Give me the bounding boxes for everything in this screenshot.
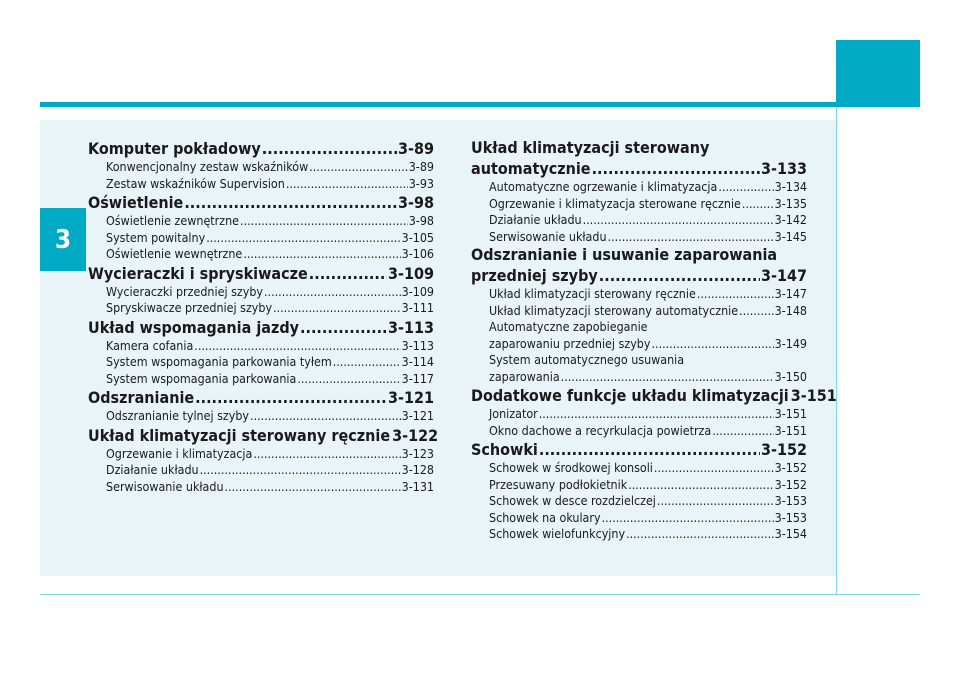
page-number: 3-114 [401, 354, 434, 369]
entry-title: przedniej szyby [471, 266, 598, 285]
page-number: 3-117 [401, 370, 434, 386]
toc-subentry[interactable] [88, 246, 434, 263]
dot-leader [309, 159, 408, 176]
entry-title: Komputer pokładowy [88, 139, 261, 158]
page-number: 3-105 [401, 229, 434, 245]
dot-leader [206, 230, 400, 247]
toc-subentry[interactable] [88, 300, 434, 317]
toc-section-entry[interactable] [88, 139, 434, 159]
toc-subentry[interactable] [88, 230, 434, 247]
entry-title: Automatyczne ogrzewanie i klimatyzacja [489, 179, 718, 194]
entry-title: zaparowaniu przedniej szyby [489, 335, 651, 351]
page-number: 3-93 [408, 175, 434, 191]
dot-leader [225, 479, 401, 496]
page-number: 3-133 [760, 159, 807, 178]
toc-section-entry[interactable] [471, 386, 837, 406]
entry-title: Wycieraczki przedniej szyby [106, 283, 264, 299]
toc-column-left [88, 138, 439, 495]
toc-subentry[interactable] [88, 354, 434, 371]
entry-title: Schowki [471, 440, 538, 459]
entry-title: zaparowania [489, 368, 560, 384]
page-number: 3-142 [774, 212, 807, 227]
corner-tab [836, 40, 920, 102]
dot-leader [194, 338, 400, 355]
entry-title: Schowek wielofunkcyjny [489, 526, 626, 541]
toc-subentry[interactable] [471, 526, 807, 543]
dot-leader [184, 193, 397, 213]
dot-leader [712, 423, 773, 440]
page-number: 3-145 [774, 228, 807, 244]
page-number: 3-89 [408, 159, 434, 174]
toc-section-entry[interactable] [471, 159, 807, 179]
entry-title: Przesuwany podłokietnik [489, 476, 628, 492]
page-number: 3-152 [774, 476, 807, 492]
dot-leader [286, 176, 408, 193]
entry-title: Oświetlenie wewnętrzne [106, 246, 243, 261]
entry-title: Ogrzewanie i klimatyzacja [106, 445, 253, 461]
entry-title: Działanie układu [106, 462, 199, 477]
entry-title: System powitalny [106, 229, 206, 245]
toc-subentry[interactable] [471, 352, 807, 369]
entry-title: Układ klimatyzacji sterowany [471, 138, 710, 157]
toc-section-entry[interactable] [88, 425, 439, 446]
page-number: 3-153 [774, 493, 807, 508]
footer-rule [40, 594, 920, 595]
page-number: 3-122 [392, 425, 439, 445]
entry-title: automatycznie [471, 159, 591, 178]
page-number: 3-128 [401, 462, 434, 477]
toc-subentry[interactable] [88, 338, 434, 355]
entry-title: Kamera cofania [106, 337, 194, 353]
toc-subentry[interactable] [88, 159, 434, 176]
entry-title: Automatyczne zapobieganie [489, 319, 648, 334]
entry-title: Schowek na okulary [489, 509, 601, 525]
dot-leader [243, 246, 400, 263]
toc-subentry[interactable] [471, 423, 807, 440]
chapter-tab: 3 [40, 208, 86, 271]
dot-leader [309, 264, 387, 284]
toc-section-entry[interactable] [88, 193, 434, 213]
dot-leader [561, 369, 774, 386]
toc-subentry[interactable] [471, 229, 807, 246]
toc-subentry[interactable] [471, 510, 807, 527]
toc-subentry[interactable] [88, 462, 434, 479]
entry-title: Układ klimatyzacji sterowany ręcznie [88, 425, 391, 445]
entry-title: Odszranianie i usuwanie zaparowania [471, 245, 778, 264]
entry-title: Schowek w desce rozdzielczej [489, 493, 656, 508]
entry-title: Układ klimatyzacji sterowany automatycznie [489, 302, 739, 318]
entry-title: Serwisowanie układu [489, 228, 607, 244]
entry-title: System wspomagania parkowania [106, 370, 297, 386]
page-number: 3-121 [387, 388, 434, 407]
dot-leader [602, 510, 774, 527]
dot-leader [539, 440, 760, 460]
toc-subentry[interactable] [471, 406, 807, 423]
page-number: 3-109 [387, 263, 434, 283]
entry-title: Ogrzewanie i klimatyzacja sterowane ręcznie [489, 195, 741, 211]
toc-subentry[interactable] [88, 446, 434, 463]
page-number: 3-151 [790, 386, 837, 405]
toc-subentry[interactable] [471, 477, 807, 494]
page-number: 3-109 [401, 283, 434, 299]
entry-title: System automatycznego usuwania [489, 352, 685, 367]
page-number: 3-89 [397, 139, 434, 158]
dot-leader [628, 477, 773, 494]
dot-leader [608, 229, 774, 246]
page-number: 3-147 [760, 266, 807, 285]
entry-title: Dodatkowe funkcje układu klimatyzacji [471, 386, 789, 405]
dot-leader [200, 462, 401, 479]
header-rule [40, 102, 920, 107]
page-number: 3-151 [774, 422, 807, 438]
dot-leader [333, 354, 401, 371]
page-number: 3-153 [774, 509, 807, 525]
dot-leader [697, 286, 774, 303]
page-number: 3-106 [401, 246, 434, 261]
page-number: 3-98 [408, 213, 434, 228]
entry-title: Konwencjonalny zestaw wskaźników [106, 159, 309, 174]
toc-subentry[interactable] [88, 408, 434, 425]
toc-subentry[interactable] [88, 371, 434, 388]
entry-title: Układ klimatyzacji sterowany ręcznie [489, 286, 696, 301]
page-number: 3-98 [397, 193, 434, 212]
entry-title: Oświetlenie [88, 193, 184, 212]
dot-leader [654, 460, 774, 477]
page-number: 3-150 [774, 368, 807, 384]
toc-subentry[interactable] [88, 284, 434, 301]
dot-leader [297, 371, 400, 388]
toc-subentry[interactable] [471, 196, 807, 213]
page-number: 3-152 [774, 460, 807, 475]
dot-leader [583, 212, 774, 229]
entry-title: Spryskiwacze przedniej szyby [106, 300, 273, 315]
page-number: 3-134 [774, 179, 807, 194]
page-number: 3-154 [774, 526, 807, 541]
dot-leader [651, 336, 773, 353]
page-number: 3-121 [401, 408, 434, 423]
toc-section-entry[interactable] [471, 138, 807, 158]
dot-leader [718, 179, 773, 196]
toc-subentry[interactable] [88, 213, 434, 230]
toc-subentry[interactable] [471, 212, 807, 229]
toc-subentry[interactable] [471, 336, 807, 353]
dot-leader [657, 493, 774, 510]
page-number: 3-152 [760, 440, 807, 459]
dot-leader [240, 213, 408, 230]
dot-leader [739, 303, 773, 320]
toc-section-entry[interactable] [471, 440, 807, 460]
toc-column-right [471, 138, 837, 543]
page-number: 3-149 [774, 335, 807, 351]
toc-subentry[interactable] [88, 479, 434, 496]
entry-title: System wspomagania parkowania tyłem [106, 354, 332, 369]
toc-subentry[interactable] [471, 460, 807, 477]
dot-leader [273, 300, 401, 317]
entry-title: Jonizator [489, 406, 538, 421]
dot-leader [626, 526, 774, 543]
page-number: 3-148 [774, 302, 807, 318]
entry-title: Zestaw wskaźników Supervision [106, 175, 285, 191]
entry-title: Serwisowanie układu [106, 478, 224, 494]
entry-title: Odszranianie tylnej szyby [106, 408, 250, 423]
page-number: 3-135 [774, 195, 807, 211]
page-number: 3-113 [401, 337, 434, 353]
entry-title: Wycieraczki i spryskiwacze [88, 263, 308, 283]
page-number: 3-151 [774, 406, 807, 421]
dot-leader [539, 406, 774, 423]
dot-leader [264, 284, 401, 301]
toc-subentry[interactable] [471, 286, 807, 303]
toc-subentry[interactable] [471, 319, 807, 336]
entry-title: Oświetlenie zewnętrzne [106, 213, 240, 228]
dot-leader [300, 318, 387, 338]
entry-title: Okno dachowe a recyrkulacja powietrza [489, 422, 712, 438]
toc-section-entry[interactable] [471, 245, 807, 265]
page-number: 3-111 [401, 300, 434, 315]
dot-leader [742, 196, 774, 213]
toc-section-entry[interactable] [471, 266, 807, 286]
toc-subentry[interactable] [471, 179, 807, 196]
toc-subentry[interactable] [471, 303, 807, 320]
toc-subentry[interactable] [471, 493, 807, 510]
entry-title: Działanie układu [489, 212, 582, 227]
page-number: 3-147 [774, 286, 807, 301]
toc-section-entry[interactable] [88, 264, 434, 284]
dot-leader [599, 266, 760, 286]
page-number: 3-131 [401, 478, 434, 494]
dot-leader [253, 446, 400, 463]
toc-subentry[interactable] [88, 176, 434, 193]
entry-title: Układ wspomagania jazdy [88, 317, 300, 337]
toc-section-entry[interactable] [88, 318, 434, 338]
entry-title: Schowek w środkowej konsoli [489, 460, 653, 475]
entry-title: Odszranianie [88, 388, 195, 407]
dot-leader [262, 139, 397, 159]
page-number: 3-113 [387, 317, 434, 337]
page-number: 3-123 [401, 445, 434, 461]
dot-leader [195, 388, 387, 408]
dot-leader [250, 408, 401, 425]
dot-leader [592, 159, 760, 179]
toc-section-entry[interactable] [88, 388, 434, 408]
toc-subentry[interactable] [471, 369, 807, 386]
margin-divider [836, 107, 837, 594]
